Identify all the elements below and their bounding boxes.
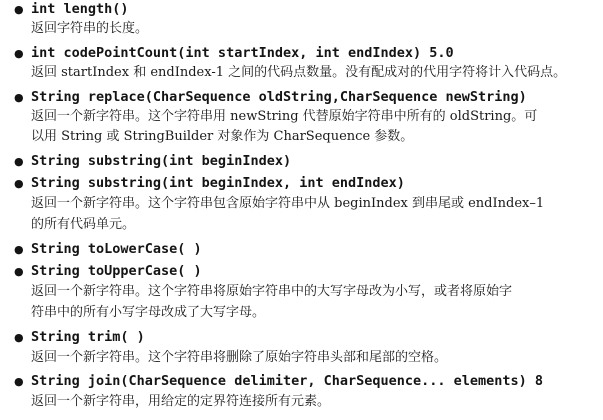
bullet-icon: ● <box>14 47 24 60</box>
signature-text: String substring(int beginIndex, int endIndex) <box>31 175 405 191</box>
method-signature-codepointcount <box>14 44 454 63</box>
method-description: 返回一个新字符串。这个字符串用 newString 代替原始字符串中所有的 oldString。可 <box>31 109 538 124</box>
signature-text: String join(CharSequence delimiter, CharSequence... elements) 8 <box>31 373 544 389</box>
method-signature-trim <box>14 328 145 347</box>
bullet-icon: ● <box>14 3 24 16</box>
method-description: 的所有代码单元。 <box>31 217 136 232</box>
bullet-icon: ● <box>14 91 24 104</box>
method-description: 符串中的所有小写字母改成了大写字母。 <box>31 305 266 320</box>
method-description: 返回字符串的长度。 <box>31 21 149 36</box>
bullet-icon: ● <box>14 375 24 388</box>
method-description: 返回一个新字符串。这个字符串将原始字符串中的大写字母改为小写，或者将原始字 <box>31 284 513 299</box>
signature-text: int length() <box>31 1 129 17</box>
method-signature-substring-begin-end <box>14 174 405 193</box>
signature-text: String replace(CharSequence oldString,CharSequence newString) <box>31 89 527 105</box>
bullet-icon: ● <box>14 177 24 190</box>
bullet-icon: ● <box>14 243 24 256</box>
signature-text: int codePointCount(int startIndex, int endIndex) 5.0 <box>31 45 454 61</box>
signature-text: String toUpperCase( ) <box>31 263 202 279</box>
method-description: 返回一个新字符串。这个字符串将删除了原始字符串头部和尾部的空格。 <box>31 350 448 365</box>
method-signature-join <box>14 372 543 391</box>
method-signature-substring-begin <box>14 152 291 171</box>
method-signature-touppercase <box>14 262 202 281</box>
method-signature-tolowercase <box>14 240 202 259</box>
signature-text: String substring(int beginIndex) <box>31 153 292 169</box>
bullet-icon: ● <box>14 265 24 278</box>
method-description: 返回一个新字符串，用给定的定界符连接所有元素。 <box>31 394 331 409</box>
method-signature-replace <box>14 88 527 107</box>
bullet-icon: ● <box>14 331 24 344</box>
method-signature-length <box>14 0 129 19</box>
method-description: 以用 String 或 StringBuilder 对象作为 CharSequence 参数。 <box>31 129 414 144</box>
method-description: 返回一个新字符串。这个字符串包含原始字符串中从 beginIndex 到串尾或 endIndex–1 <box>31 196 545 211</box>
method-description: 返回 startIndex 和 endIndex-1 之间的代码点数量。没有配成对的代用字符将计入代码点。 <box>31 65 567 80</box>
bullet-icon: ● <box>14 155 24 168</box>
signature-text: String trim( ) <box>31 329 145 345</box>
signature-text: String toLowerCase( ) <box>31 241 202 257</box>
